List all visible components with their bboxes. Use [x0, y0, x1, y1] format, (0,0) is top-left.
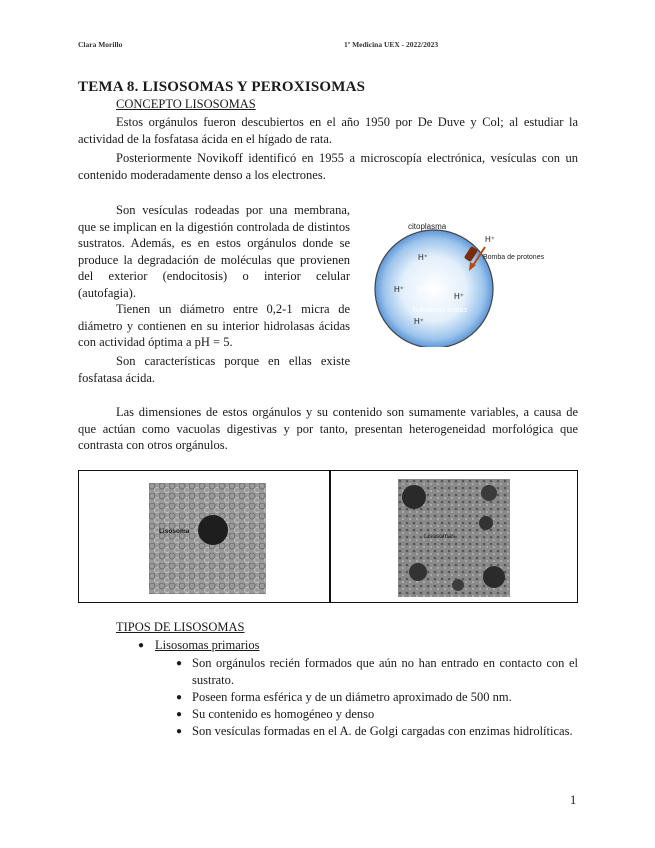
section-heading-tipos: TIPOS DE LISOSOMAS — [116, 620, 245, 634]
label-lisosomas: Lisosomas — [424, 533, 456, 540]
paragraph-5: Son características porque en ellas existe fosfatasa ácida. — [78, 354, 350, 385]
bullet-primary: ● — [138, 640, 145, 651]
label-h4: H⁺ — [414, 317, 424, 326]
list-item: Poseen forma esférica y de un diámetro aproximado de 500 nm. — [192, 690, 512, 704]
page-title: TEMA 8. LISOSOMAS Y PEROXISOMAS — [78, 79, 366, 95]
label-bomba-protones: Bomba de protones — [483, 254, 545, 261]
label-lisosoma: Lisosoma — [159, 528, 190, 535]
table-divider — [329, 471, 331, 602]
header-author: Clara Morillo — [78, 40, 123, 49]
micrograph-table — [78, 470, 578, 603]
bullet-item: ● — [176, 726, 183, 737]
section-heading-concepto: CONCEPTO LISOSOMAS — [116, 97, 256, 111]
page-number: 1 — [570, 793, 577, 807]
label-h2: H⁺ — [394, 285, 404, 294]
list-item: Son orgánulos recién formados que aún no han entrado en contacto con el sustrato. — [192, 656, 578, 687]
bullet-item: ● — [176, 692, 183, 703]
label-citoplasma: citoplasma — [408, 222, 447, 231]
paragraph-1: Estos orgánulos fueron descubiertos en el año 1950 por De Duve y Col; al estudiar la actividad de la fosfatasa ácida en el hígado de rata. — [78, 115, 578, 146]
list-item: Su contenido es homogéneo y denso — [192, 707, 375, 721]
lysosome-diagram — [368, 215, 568, 347]
micrograph-left — [149, 483, 266, 594]
label-ph: pH 5 — [418, 286, 433, 293]
micrograph-right — [398, 479, 510, 597]
label-h1: H⁺ — [418, 253, 428, 262]
bullet-item: ● — [176, 709, 183, 720]
paragraph-4: Tienen un diámetro entre 0,2-1 micra de diámetro y contienen en su interior hidrolasas ácidas con actividad óptima a pH = 5. — [78, 302, 350, 350]
bullet-item: ● — [176, 658, 183, 669]
label-h3: H⁺ — [454, 292, 464, 301]
paragraph-2: Posteriormente Novikoff identificó en 1955 a microscopía electrónica, vesículas con un contenido moderadamente denso a los electrones. — [78, 151, 578, 182]
subheading-primarios: Lisosomas primarios — [155, 638, 260, 652]
header-course: 1º Medicina UEX - 2022/2023 — [344, 40, 439, 49]
lysosome-dark-body — [198, 515, 228, 545]
lysosome-membrane — [375, 230, 493, 347]
paragraph-3: Son vesículas rodeadas por una membrana, que se implican en la digestión controlada de distintos sustratos. Además, es en estos orgánulos donde se produce la degradación de moléculas que provienen del exterior (endocitosis) o interior celular (autofagia). — [78, 203, 350, 300]
list-item: Son vesículas formadas en el A. de Golgi cargadas con enzimas hidrolíticas. — [192, 724, 573, 738]
label-h-outside: H⁺ — [485, 235, 495, 244]
label-hidrolasas: hidrolasas ácidas — [413, 307, 468, 314]
paragraph-6: Las dimensiones de estos orgánulos y su contenido son sumamente variables, a causa de que actúan como vacuolas digestivas y por tanto, presentan heterogeneidad morfológica que contrasta con otros orgánulos. — [78, 405, 578, 453]
